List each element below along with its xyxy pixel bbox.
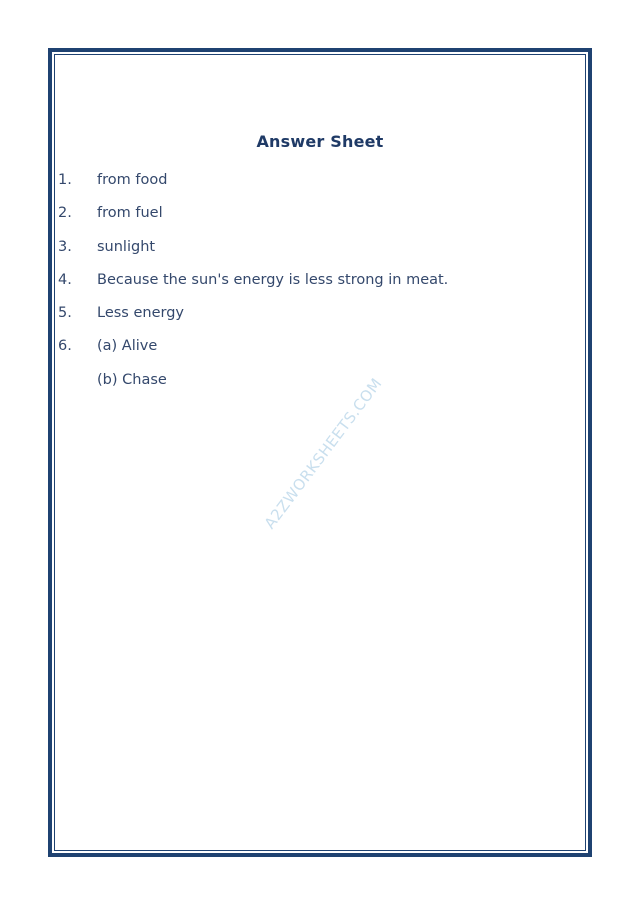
answer-number: 3.: [58, 238, 72, 255]
answer-text: (b) Chase: [97, 371, 167, 388]
answer-item-4: [58, 270, 448, 303]
answer-number: 4.: [58, 271, 72, 288]
answer-number: 1.: [58, 172, 72, 188]
answer-number: 6.: [58, 338, 72, 355]
answer-item-2: [58, 203, 448, 236]
answer-text: Because the sun's energy is less strong in meat.: [97, 271, 449, 288]
watermark: A2ZWORKSHEETS.COM: [260, 374, 386, 533]
answer-item-1: [58, 170, 448, 203]
answer-number: 5.: [58, 305, 72, 322]
answer-text: from fuel: [97, 205, 163, 222]
answer-text: (a) Alive: [97, 338, 158, 355]
answer-item-6a: [58, 336, 448, 369]
answer-item-3: [58, 237, 448, 270]
answer-text: sunlight: [97, 238, 156, 255]
answer-item-5: [58, 303, 448, 336]
answer-text: Less energy: [97, 305, 184, 322]
answer-list: [58, 170, 448, 403]
answer-text: from food: [97, 172, 168, 188]
answer-number: 2.: [58, 205, 72, 222]
answer-item-6b: [58, 370, 448, 403]
page-title: Answer Sheet: [256, 132, 384, 151]
